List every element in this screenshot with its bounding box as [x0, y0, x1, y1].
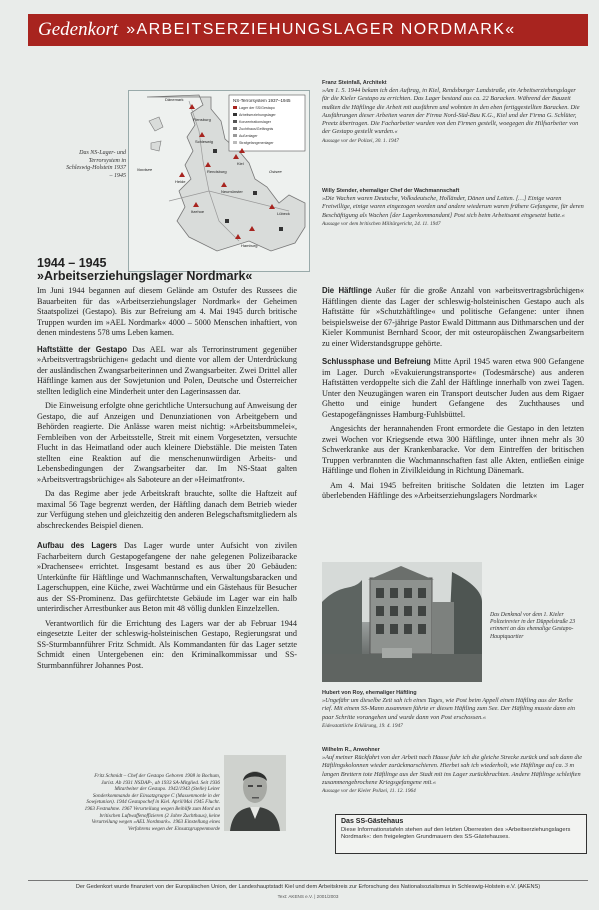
info-box: [335, 814, 587, 854]
right-column: [322, 286, 584, 506]
legend-item: Außenlager: [239, 134, 258, 138]
map-label: Kiel: [237, 161, 244, 166]
map-label: Rendsburg: [207, 169, 227, 174]
legend-item: Strafgefangenenlager: [239, 141, 274, 145]
section-text: Da das Regime aber jede Arbeitskraft brauchte, sollte die Haftzeit auf maximal 56 Tage begrenzt werden, der Häftling danach dem Betrieb wieder zur Verfügung stehen und gleichzeitig den anderen Belegschaftsmitgliedern als abschreckendes Beispiel dienen.: [37, 489, 297, 530]
section-title: Die Häftlinge: [322, 286, 372, 295]
quote-text: »Ungefähr um dieselbe Zeit sah ich eines Tages, wie Post beim Appell einen Häftling aus der Reihe rief. Mit einem SS-Mann zusammen führte er diesen Häftling zum See. Der Häftling musste dann ein paar Schritte vorangehen und wurde dann von Post erschossen.«: [322, 697, 576, 721]
quote-text: »Die Wachen waren Deutsche, Volksdeutsche, Holländer, Dänen und Letten. […] Einige waren Freiwillige, einige waren eingezogen worden und andere wiederum waren frühere Gefangene, für deren Beschäftigung als Wachen [der Lagerkommandant] Post sich beim Arbeitsamt eingesetzt hatte.«: [322, 195, 584, 219]
legend-item: Arbeitserziehungslager: [239, 113, 276, 117]
quote-author: Hubert von Roy, ehemaliger Häftling: [322, 690, 417, 696]
section-text: Angesichts der herannahenden Front ermordete die Gestapo in den letzten zwei Wochen vor Kriegsende etwa 300 Häftlinge, unter ihnen mehr als 30 Schwerkranke aus der Krankenbaracke. Vor dem Eintreffen der britischen Truppen verbrannten die Wachmannschaften fast alle Akten, entließen einige Häftlinge und flohen in Zivilkleidung in Richtung Dänemark.: [322, 424, 584, 475]
left-column: [37, 286, 297, 675]
title-bar: [28, 14, 588, 46]
quote-von-roy: [322, 690, 584, 729]
legend-item: Lager der SS/Gestapo: [239, 106, 275, 110]
map: [128, 90, 310, 272]
map-label: Dänemark: [165, 97, 184, 102]
section-title: Schlussphase und Befreiung: [322, 357, 431, 366]
map-caption: Das NS-Lager- und Terrorsystem in Schleswig-Holstein 1937 – 1945: [66, 150, 126, 179]
map-label: Hamburg: [241, 243, 258, 248]
footer-credits: Der Gedenkort wurde finanziert von der Europäischen Union, der Landeshauptstadt Kiel und dem Arbeitskreis zur Erforschung des Nationalsozialismus in Schleswig-Holstein e.V. (AKENS): [75, 884, 541, 890]
quote-source: Aussage vor dem britischen Militärgericht, 24. 11. 1947: [322, 220, 441, 227]
title-prefix: Gedenkort: [38, 19, 119, 40]
info-box-text: Diese Informationstafeln stehen auf den letzten Überresten des »Arbeitserziehungslagers Nordmark«: den freigelegten Grundmauern des SS-Gästehauses.: [341, 827, 571, 841]
footer-small: Text: AKENS e.V. | 2001/2003: [277, 894, 339, 899]
legend-item: Konzentrationslager: [239, 120, 271, 124]
building-photo: [322, 562, 482, 682]
legend-item: Zuchthaus/Gefängnis: [239, 127, 274, 131]
map-label: Ostsee: [269, 169, 282, 174]
building-image: [322, 562, 482, 682]
section-text: Mitte April 1945 waren etwa 900 Gefangene im Lager. Durch »Evakuierungstransporte« (Todesmärsche) aus anderen Haftstätten verdoppelte sich die Zahl der Häftlinge innerhalb von zwei Tagen. Unter den Neuzugängen waren ein Transport deutscher Juden aus dem Rigaer Ghetto und einige hundert Gefangene des Zuchthauses und Gestapogefängnisses Hamburg-Fuhlsbüttel.: [322, 357, 585, 419]
quote-author: Franz Steinfaß, Architekt: [322, 80, 387, 86]
quote-source: Eidesstattliche Erklärung, 19. 4. 1947: [322, 722, 403, 729]
section-title: Aufbau des Lagers: [37, 541, 117, 550]
footer-divider: [28, 880, 588, 881]
heading-name: »Arbeitserziehungslager Nordmark«: [37, 269, 253, 283]
map-label: Heide: [175, 179, 186, 184]
schmidt-caption: Fritz Schmidt – Chef der Gestapo Geboren 1908 in Bochum, Jurist. Ab 1931 NSDAP-, ab 1933 SA-Mitglied. Seit 1936 Mitarbeiter der Gestapo. 1942/1943 (Stelle) Leiter Sonderkommando der Einsatzgruppe C (Massenmorde in der Sowjetunion). 1944 Gestapochef in Kiel. April/Mai 1945 Flucht. 1963 Festnahme. 1967 Verurteilung wegen Beihilfe zum Mord an britischen Luftwaffenoffizieren (2 Jahre Zuchthaus), keine Verurteilung wegen »AEL Nordmark«. 1963 Einstellung eines Verfahrens wegen der Einsatzgruppenmorde: [84, 773, 220, 832]
page-heading: [37, 257, 252, 283]
map-label: Lübeck: [277, 211, 290, 216]
intro-paragraph: Im Juni 1944 begannen auf diesem Gelände am Ostufer des Russees die Bauarbeiten für das »Arbeitserziehungslager Nordmark« der Geheimen Staatspolizei (Gestapo). Bis zur Befreiung am 4. Mai 1945 durch britische Truppen wurden im »AEL Nordmark« 4000 – 5000 Menschen inhaftiert, von denen mindestens 578 ums Leben kamen.: [37, 286, 297, 337]
photo-caption: Das Denkmal vor dem 1. Kieler Polizeirevier in der Düppelstraße 23 erinnert an das ehemalige Gestapo-Hauptquartier: [490, 612, 576, 640]
quote-steinfass: [322, 80, 584, 144]
quote-wilhelm-r: [322, 747, 584, 794]
section-text: Verantwortlich für die Errichtung des Lagers war der ab Februar 1944 eingesetzte Leiter der schleswig-holsteinischen Gestapo, Regierungsrat und SS-Sturmbannführer Fritz Schmidt. Als Kommandanten für das Lager setzte Schmidt einen Untergebenen ein: den Kriminalkommissar und SS-Sturmbannführer Johannes Post.: [37, 618, 297, 670]
heading-years: 1944 – 1945: [37, 256, 107, 270]
legend-title: NS-Terrorsystem 1937–1945: [233, 98, 291, 103]
quote-source: Aussage vor der Kieler Polizei, 11. 12. 1964: [322, 788, 416, 795]
section-text: Das AEL war als Terrorinstrument gegenüber »Arbeitsvertragsbrüchigen« gedacht und diente vor allem der Unterdrückung der ausländischen Zwangsarbeiterinnen und Zwangsarbeiter. Zwei Drittel aller Häftlinge kamen aus der Sowjetunion und Polen, Deutsche und Österreicher stellten lediglich eine Minderheit unter den Lagerinsassen dar.: [37, 344, 297, 396]
section-text: Am 4. Mai 1945 befreiten britische Soldaten die letzten im Lager überlebenden Häftlinge des »Arbeitserziehungslagers Nordmark«: [322, 480, 584, 500]
quote-stender: [322, 188, 584, 227]
map-graphic: [129, 91, 309, 271]
quote-source: Aussage vor der Polizei, 30. 1. 1947: [322, 137, 399, 144]
map-label: Schleswig: [195, 139, 214, 144]
quote-author: Willy Stender, ehemaliger Chef der Wachmannschaft: [322, 188, 460, 194]
portrait-image: [224, 755, 286, 831]
section-title: Haftstätte der Gestapo: [37, 344, 127, 354]
map-label: Neumünster: [221, 189, 243, 194]
quote-author: Wilhelm R., Anwohner: [322, 747, 380, 753]
title-main: »ARBEITSERZIEHUNGSLAGER NORDMARK«: [126, 21, 516, 38]
section-text: Außer für die große Anzahl von »arbeitsvertragsbrüchigen« Häftlingen diente das Lager der schleswig-holsteinischen Gestapo auch als Haftstätte für »Schutzhäftlinge« und politische Gefangene: unter ihnen beispielsweise der 67-jährige Pastor Ewald Dittmann aus Dithmarschen und der Kieler Kommunist Bernhard Scoor, der mit osteuropäischen Zwangsarbeitern zu einer Widerstandsgruppe gehörte.: [322, 286, 584, 348]
info-box-title: Das SS-Gästehaus: [341, 818, 404, 825]
map-label: Itzehoe: [191, 209, 205, 214]
schmidt-portrait: [224, 755, 286, 831]
quote-text: »Auf meiner Rückfahrt von der Arbeit nach Hause fuhr ich die gleiche Strecke zurück und sah dann die Häftlingskolonnen wieder zurückmarschieren. Hierbei sah ich wiederholt, wie Häftlinge auf ca. 3 m langen Brettern tote Häftlinge aus der Stadt mit ins Lager zurückbrachten. Andere Häftlinge schleiften zusammengebrochene Kriegsgefangene mit.«: [322, 754, 583, 786]
section-text: Die Einweisung erfolgte ohne gerichtliche Untersuchung auf Anweisung der Gestapo, die auf Anzeigen und Denunziationen von Arbeitgebern und Behörden reagierte. Die Anlässe waren meist nichtig: »Arbeitsbummelei«, Fernbleiben von der Arbeitsstelle, Streit mit einem Vorgesetzten, versuchte Flucht in das Heimatland oder auch kleinere Diebstähle. Die meisten Taten stellten eine Reaktion auf die menschenunwürdigen Arbeits- und Lebensbedingungen der Zwangsarbeiter dar. Im NS-Staat galten »Arbeitsvertragsbrüchige« als Saboteure an der »Heimatfront«.: [37, 401, 297, 484]
map-label: Nordsee: [137, 167, 153, 172]
quote-text: »Am 1. 5. 1944 bekam ich den Auftrag, in Kiel, Rendsburger Landstraße, ein Arbeitserziehungslager für die Kieler Gestapo zu errichten. Das Lager bestand aus ca. 22 Baracken. Während der Bauzeit mußten die Häftlinge die Arbeit mit ausführen und wohnten in den eben fertiggestellten Baracken. Die Ausführungen dieser Arbeiten waren der Firma Nord-Süd-Bau K.G., Kiel und der Firma G. Schlüter, Preetz übertragen. Die Facharbeiter wurden von den Firmen gestellt, woegegen die Hilfsarbeiter von der Gestapo gestellt wurden.«: [322, 87, 580, 136]
section-text: Das Lager wurde unter Aufsicht von zivilen Facharbeitern durch Gestapogefangene der nahe gelegenen Polizeibaracke »Drachensee« errichtet. Insgesamt bestand es aus über 20 Gebäuden: Unterkünfte für Häftlinge und Wachmannschaften, Verwaltungsbaracken und Lagerschuppen, eine Küche, zwei Wachtürme und ein Gästehaus für Besucher aus der SS-Prominenz. Das gefürchtetste Gebäude im Lager war ein halb unterirdischer Arrestbunker aus Beton mit 48 völlig dunklen Einzelzellen.: [37, 541, 298, 613]
map-label: Flensburg: [193, 117, 211, 122]
